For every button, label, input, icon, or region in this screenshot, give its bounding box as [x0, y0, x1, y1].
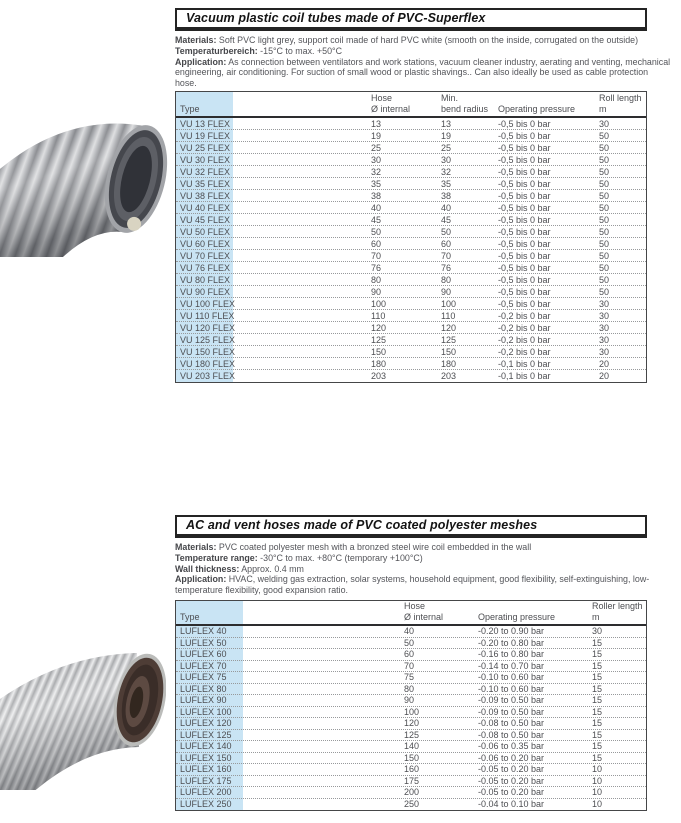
cell-type: VU 203 FLEX	[180, 371, 236, 381]
cell-type: VU 38 FLEX	[180, 190, 231, 201]
info-label: Application:	[175, 574, 227, 585]
info-text: -30°C to max. +80°C (temporary +100°C)	[260, 552, 423, 563]
cell-roll-length: 50	[599, 250, 610, 261]
cell-type: LUFLEX 200	[180, 787, 232, 798]
cell-bend-radius: 125	[441, 334, 457, 345]
cell-pressure: -0,1 bis 0 bar	[498, 358, 551, 369]
cell-roll-length: 50	[599, 190, 610, 201]
cell-bend-radius: 180	[441, 358, 457, 369]
cell-diameter: 32	[371, 166, 382, 177]
cell-diameter: 45	[371, 214, 382, 225]
cell-diameter: 60	[404, 649, 415, 660]
table-row	[176, 142, 646, 154]
cell-type: LUFLEX 100	[180, 706, 232, 717]
cell-bend-radius: 13	[441, 118, 452, 129]
cell-type: LUFLEX 125	[180, 729, 232, 740]
cell-type: LUFLEX 40	[180, 626, 227, 637]
cell-roll-length: 30	[592, 626, 603, 637]
info-line	[175, 57, 672, 89]
cell-roll-length: 50	[599, 262, 610, 273]
cell-roll-length: 50	[599, 238, 610, 249]
cell-type: VU 80 FLEX	[180, 274, 231, 285]
cell-pressure: -0,2 bis 0 bar	[498, 310, 551, 321]
cell-type: VU 70 FLEX	[180, 250, 231, 261]
info-text: PVC coated polyester mesh with a bronzed steel wire coil embedded in the wall	[218, 542, 532, 552]
cell-type: VU 19 FLEX	[180, 130, 231, 141]
cell-bend-radius: 150	[441, 346, 457, 357]
cell-pressure: -0.04 to 0.10 bar	[478, 799, 545, 810]
cell-pressure: -0.09 to 0.50 bar	[478, 695, 545, 706]
cell-diameter: 80	[371, 274, 382, 285]
cell-roll-length: 30	[599, 298, 610, 309]
cell-roll-length: 10	[592, 764, 603, 775]
table-row	[176, 214, 646, 226]
cell-roll-length: 10	[592, 787, 603, 798]
header-roller-length: Roller length m	[592, 601, 643, 622]
section-description-superflex	[175, 35, 672, 89]
cell-roll-length: 50	[599, 202, 610, 213]
cell-pressure: -0,1 bis 0 bar	[498, 371, 551, 381]
cell-diameter: 250	[404, 799, 420, 810]
cell-type: LUFLEX 50	[180, 637, 227, 648]
cell-pressure: -0,5 bis 0 bar	[498, 166, 551, 177]
cell-type: LUFLEX 80	[180, 683, 227, 694]
cell-roll-length: 15	[592, 706, 603, 717]
vu-flex-table	[175, 91, 647, 383]
cell-bend-radius: 110	[441, 310, 456, 321]
cell-roll-length: 50	[599, 154, 610, 165]
cell-pressure: -0.10 to 0.60 bar	[478, 672, 545, 683]
cell-type: LUFLEX 75	[180, 672, 227, 683]
table-body	[176, 118, 646, 382]
cell-pressure: -0,5 bis 0 bar	[498, 190, 551, 201]
info-text: As connection between ventilators and work stations, vacuum cleaner industry, aerating and venting, mechanical engineering, air conditioning. For suction of small wood or plastic shavings.. Can also ideally be used as cable protection hose.	[175, 56, 671, 89]
table-row	[176, 130, 646, 142]
cell-diameter: 76	[371, 262, 382, 273]
table-row	[176, 718, 646, 730]
table-row	[176, 154, 646, 166]
cell-diameter: 19	[371, 130, 382, 141]
cell-type: VU 100 FLEX	[180, 298, 236, 309]
cell-pressure: -0,5 bis 0 bar	[498, 130, 551, 141]
table-row	[176, 776, 646, 788]
cell-roll-length: 30	[599, 322, 610, 333]
cell-bend-radius: 40	[441, 202, 452, 213]
cell-type: VU 110 FLEX	[180, 310, 235, 321]
cell-roll-length: 10	[592, 799, 603, 810]
cell-diameter: 140	[404, 741, 420, 752]
cell-type: VU 32 FLEX	[180, 166, 231, 177]
cell-pressure: -0,2 bis 0 bar	[498, 346, 551, 357]
table-row	[176, 298, 646, 310]
cell-pressure: -0,5 bis 0 bar	[498, 178, 551, 189]
info-line	[175, 542, 672, 553]
info-line	[175, 574, 672, 596]
cell-type: VU 40 FLEX	[180, 202, 231, 213]
cell-pressure: -0.05 to 0.20 bar	[478, 787, 545, 798]
table-header	[176, 92, 646, 118]
info-line	[175, 553, 672, 564]
cell-diameter: 90	[404, 695, 415, 706]
cell-roll-length: 15	[592, 683, 603, 694]
info-label: Application:	[175, 56, 227, 67]
cell-roll-length: 15	[592, 660, 603, 671]
cell-diameter: 120	[404, 718, 420, 729]
cell-type: VU 90 FLEX	[180, 286, 231, 297]
cell-bend-radius: 80	[441, 274, 452, 285]
cell-pressure: -0,5 bis 0 bar	[498, 154, 551, 165]
cell-diameter: 160	[404, 764, 420, 775]
table-row	[176, 661, 646, 673]
table-row	[176, 370, 646, 382]
cell-roll-length: 15	[592, 637, 603, 648]
cell-type: LUFLEX 120	[180, 718, 232, 729]
cell-diameter: 35	[371, 178, 382, 189]
cell-diameter: 90	[371, 286, 382, 297]
cell-diameter: 40	[404, 626, 415, 637]
cell-pressure: -0,2 bis 0 bar	[498, 322, 551, 333]
header-hose-diameter: Hose Ø internal	[404, 601, 444, 622]
cell-roll-length: 50	[599, 130, 610, 141]
cell-bend-radius: 32	[441, 166, 452, 177]
cell-type: VU 150 FLEX	[180, 346, 236, 357]
cell-diameter: 70	[371, 250, 382, 261]
cell-type: VU 30 FLEX	[180, 154, 231, 165]
table-row	[176, 334, 646, 346]
cell-bend-radius: 120	[441, 322, 457, 333]
cell-roll-length: 50	[599, 274, 610, 285]
cell-type: LUFLEX 250	[180, 799, 232, 810]
cell-pressure: -0.06 to 0.35 bar	[478, 741, 545, 752]
table-row	[176, 346, 646, 358]
cell-pressure: -0.09 to 0.50 bar	[478, 706, 545, 717]
table-row	[176, 753, 646, 765]
table-row	[176, 787, 646, 799]
cell-diameter: 200	[404, 787, 420, 798]
cell-roll-length: 15	[592, 695, 603, 706]
cell-diameter: 100	[404, 706, 420, 717]
cell-bend-radius: 203	[441, 371, 457, 381]
table-row	[176, 274, 646, 286]
header-type: Type	[180, 103, 200, 114]
cell-diameter: 40	[371, 202, 382, 213]
cell-pressure: -0,5 bis 0 bar	[498, 202, 551, 213]
product-photo-mesh-hose	[0, 598, 166, 790]
cell-diameter: 80	[404, 683, 415, 694]
cell-roll-length: 15	[592, 672, 603, 683]
cell-pressure: -0.08 to 0.50 bar	[478, 729, 545, 740]
cell-roll-length: 15	[592, 649, 603, 660]
cell-diameter: 50	[404, 637, 415, 648]
table-row	[176, 695, 646, 707]
cell-roll-length: 15	[592, 729, 603, 740]
cell-diameter: 25	[371, 142, 382, 153]
table-row	[176, 118, 646, 130]
cell-bend-radius: 19	[441, 130, 452, 141]
info-line	[175, 35, 672, 46]
cell-bend-radius: 100	[441, 298, 457, 309]
table-row	[176, 262, 646, 274]
table-row	[176, 626, 646, 638]
cell-pressure: -0,5 bis 0 bar	[498, 286, 551, 297]
cell-bend-radius: 60	[441, 238, 452, 249]
header-roll-length: Roll length m	[599, 93, 642, 114]
table-row	[176, 322, 646, 334]
cell-diameter: 75	[404, 672, 415, 683]
info-label: Materials:	[175, 542, 217, 552]
info-line	[175, 46, 672, 57]
cell-pressure: -0,5 bis 0 bar	[498, 118, 551, 129]
cell-diameter: 180	[371, 358, 387, 369]
cell-bend-radius: 35	[441, 178, 452, 189]
cell-bend-radius: 45	[441, 214, 452, 225]
cell-pressure: -0,5 bis 0 bar	[498, 250, 551, 261]
table-row	[176, 178, 646, 190]
cell-diameter: 30	[371, 154, 382, 165]
cell-pressure: -0,5 bis 0 bar	[498, 298, 551, 309]
section-description-luflex	[175, 542, 672, 596]
cell-pressure: -0.16 to 0.80 bar	[478, 649, 545, 660]
cell-type: LUFLEX 70	[180, 660, 227, 671]
cell-pressure: -0,5 bis 0 bar	[498, 214, 551, 225]
cell-type: VU 25 FLEX	[180, 142, 231, 153]
cell-type: VU 60 FLEX	[180, 238, 231, 249]
cell-type: VU 125 FLEX	[180, 334, 236, 345]
cell-type: VU 180 FLEX	[180, 358, 236, 369]
info-text: Soft PVC light grey, support coil made of hard PVC white (smooth on the inside, corrugated on the outside)	[218, 35, 639, 45]
cell-bend-radius: 38	[441, 190, 452, 201]
cell-diameter: 125	[404, 729, 420, 740]
cell-diameter: 70	[404, 660, 415, 671]
cell-pressure: -0.05 to 0.20 bar	[478, 775, 545, 786]
cell-pressure: -0.10 to 0.60 bar	[478, 683, 545, 694]
cell-pressure: -0.08 to 0.50 bar	[478, 718, 545, 729]
table-row	[176, 672, 646, 684]
cell-pressure: -0,5 bis 0 bar	[498, 226, 551, 237]
header-operating-pressure: Operating pressure	[498, 103, 576, 114]
product-photo-spiral-hose	[0, 33, 168, 257]
table-row	[176, 226, 646, 238]
cell-pressure: -0.14 to 0.70 bar	[478, 660, 545, 671]
section-title: AC and vent hoses made of PVC coated polyester meshes	[186, 518, 538, 532]
table-row	[176, 166, 646, 178]
cell-diameter: 38	[371, 190, 382, 201]
cell-type: VU 45 FLEX	[180, 214, 231, 225]
cell-type: VU 35 FLEX	[180, 178, 231, 189]
cell-bend-radius: 50	[441, 226, 452, 237]
cell-diameter: 203	[371, 371, 387, 381]
table-row	[176, 649, 646, 661]
cell-pressure: -0,5 bis 0 bar	[498, 142, 551, 153]
cell-type: VU 13 FLEX	[180, 118, 231, 129]
cell-roll-length: 50	[599, 178, 610, 189]
cell-pressure: -0,2 bis 0 bar	[498, 334, 551, 345]
cell-roll-length: 20	[599, 371, 610, 381]
cell-pressure: -0,5 bis 0 bar	[498, 262, 551, 273]
info-label: Wall thickness:	[175, 563, 240, 574]
cell-diameter: 150	[371, 346, 387, 357]
cell-type: LUFLEX 60	[180, 649, 227, 660]
cell-type: VU 50 FLEX	[180, 226, 231, 237]
table-row	[176, 730, 646, 742]
cell-roll-length: 30	[599, 310, 610, 321]
cell-pressure: -0.20 to 0.90 bar	[478, 626, 545, 637]
info-text: -15°C to max. +50°C	[260, 45, 343, 56]
cell-roll-length: 50	[599, 142, 610, 153]
cell-roll-length: 20	[599, 358, 610, 369]
info-text: Approx. 0.4 mm	[241, 563, 304, 574]
cell-type: LUFLEX 150	[180, 752, 232, 763]
info-line	[175, 564, 672, 575]
cell-pressure: -0.06 to 0.20 bar	[478, 752, 545, 763]
cell-roll-length: 15	[592, 741, 603, 752]
table-row	[176, 190, 646, 202]
table-row	[176, 741, 646, 753]
info-label: Temperaturbereich:	[175, 45, 258, 56]
cell-diameter: 120	[371, 322, 387, 333]
header-bend-radius: Min. bend radius	[441, 93, 489, 114]
cell-roll-length: 50	[599, 226, 610, 237]
cell-diameter: 60	[371, 238, 382, 249]
table-row	[176, 707, 646, 719]
cell-bend-radius: 70	[441, 250, 452, 261]
table-row	[176, 250, 646, 262]
cell-bend-radius: 90	[441, 286, 452, 297]
table-row	[176, 286, 646, 298]
table-row	[176, 764, 646, 776]
cell-pressure: -0.05 to 0.20 bar	[478, 764, 545, 775]
cell-bend-radius: 76	[441, 262, 452, 273]
cell-roll-length: 50	[599, 166, 610, 177]
cell-diameter: 150	[404, 752, 420, 763]
cell-roll-length: 15	[592, 718, 603, 729]
cell-diameter: 125	[371, 334, 387, 345]
cell-bend-radius: 30	[441, 154, 452, 165]
luflex-table	[175, 600, 647, 811]
table-row	[176, 202, 646, 214]
cell-type: LUFLEX 175	[180, 775, 232, 786]
cell-roll-length: 30	[599, 334, 610, 345]
cell-diameter: 175	[404, 775, 420, 786]
info-label: Materials:	[175, 35, 217, 45]
cell-roll-length: 15	[592, 752, 603, 763]
section-title-bar-luflex	[175, 515, 647, 538]
cell-diameter: 100	[371, 298, 387, 309]
cell-type: VU 76 FLEX	[180, 262, 231, 273]
cell-roll-length: 50	[599, 214, 610, 225]
table-row	[176, 358, 646, 370]
table-row	[176, 638, 646, 650]
table-row	[176, 238, 646, 250]
cell-roll-length: 10	[592, 775, 603, 786]
cell-diameter: 50	[371, 226, 382, 237]
cell-pressure: -0,5 bis 0 bar	[498, 238, 551, 249]
cell-diameter: 110	[371, 310, 386, 321]
cell-type: VU 120 FLEX	[180, 322, 236, 333]
cell-type: LUFLEX 90	[180, 695, 227, 706]
section-title-bar-superflex	[175, 8, 647, 31]
header-operating-pressure: Operating pressure	[478, 611, 556, 622]
table-row	[176, 799, 646, 811]
table-row	[176, 684, 646, 696]
cell-bend-radius: 25	[441, 142, 452, 153]
header-type: Type	[180, 611, 200, 622]
cell-type: LUFLEX 160	[180, 764, 232, 775]
cell-pressure: -0.20 to 0.80 bar	[478, 637, 545, 648]
cell-roll-length: 50	[599, 286, 610, 297]
header-hose-diameter: Hose Ø internal	[371, 93, 411, 114]
section-title: Vacuum plastic coil tubes made of PVC-Superflex	[186, 11, 486, 25]
table-header	[176, 601, 646, 626]
table-row	[176, 310, 646, 322]
info-text: HVAC, welding gas extraction, solar systems, household equipment, good flexibility, self-extinguishing, low-temperature flexibility, good expansion ratio.	[175, 574, 650, 596]
cell-diameter: 13	[371, 118, 382, 129]
cell-pressure: -0,5 bis 0 bar	[498, 274, 551, 285]
cell-roll-length: 30	[599, 346, 610, 357]
table-body	[176, 626, 646, 810]
info-label: Temperature range:	[175, 552, 258, 563]
cell-roll-length: 30	[599, 118, 610, 129]
cell-type: LUFLEX 140	[180, 741, 232, 752]
